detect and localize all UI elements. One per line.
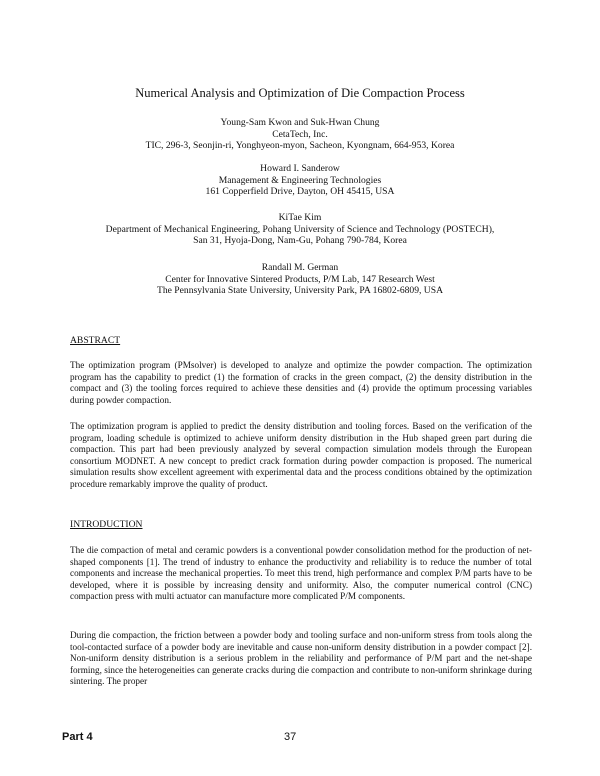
affiliation-line: Center for Innovative Sintered Products, P/M Lab, 147 Research West bbox=[165, 273, 435, 285]
abstract-paragraph-2: The optimization program is applied to predict the density distribution and tooling forces. Based on the verification of the program, loading schedule is optimized to achieve uniform density distribution in the Hub shaped green part during die compaction. This part had been previously analyzed by several compaction simulation models through the European consortium MODNET. A new concept to predict crack formation during powder compaction is proposed. The numerical simulation results show excellent agreement with experimental data and the process conditions obtained by the optimization procedure remarkably improve the quality of product. bbox=[70, 421, 532, 489]
author-group-3 bbox=[0, 212, 600, 247]
author-group-2 bbox=[0, 163, 600, 198]
affiliation-line: TIC, 296-3, Seonjin-ri, Yonghyeon-myon, Sacheon, Kyongnam, 664-953, Korea bbox=[145, 140, 455, 152]
author-names: Young-Sam Kwon and Suk-Hwan Chung bbox=[220, 117, 380, 128]
introduction-paragraph-1: The die compaction of metal and ceramic powders is a conventional powder consolidation method for the production of net-shaped components [1]. The trend of industry to enhance the productivity and reliability is to reduce the number of total components and increase the mechanical properties. To meet this trend, high performance and complex P/M parts have to be developed, where it is possible by increasing density and uniformity. Also, the computer numerical control (CNC) compaction press with multi actuator can manufacture more complicated P/M components. bbox=[70, 545, 532, 602]
introduction-paragraph-2: During die compaction, the friction between a powder body and tooling surface and non-uniform stress from tools along the tool-contacted surface of a powder body are inevitable and cause non-uniform density distribution in a powder compact [2]. Non-uniform density distribution is a serious problem in the reliability and performance of P/M part and the net-shape forming, since the heterogeneities can generate cracks during die compaction and contribute to non-uniform shrinkage during sintering. The proper bbox=[70, 630, 532, 687]
affiliation-line: The Pennsylvania State University, University Park, PA 16802-6809, USA bbox=[156, 285, 444, 297]
affiliation-line: CetaTech, Inc. bbox=[272, 128, 328, 140]
author-names: Howard I. Sanderow bbox=[260, 163, 340, 174]
affiliation-line: Management & Engineering Technologies bbox=[218, 174, 382, 186]
page-number: 37 bbox=[284, 731, 297, 743]
introduction-heading: INTRODUCTION bbox=[70, 519, 143, 530]
author-names: Randall M. German bbox=[261, 262, 339, 273]
affiliation-line: Department of Mechanical Engineering, Pohang University of Science and Technology (POSTECH), bbox=[105, 223, 495, 235]
abstract-paragraph-1: The optimization program (PMsolver) is developed to analyze and optimize the powder compaction. The optimization program has the capability to predict (1) the formation of cracks in the green compact, (2) the density distribution in the compact and (3) the tooling forces required to achieve these densities and (4) provide the optimum processing variables during powder compaction. bbox=[70, 360, 532, 405]
affiliation-line: 161 Copperfield Drive, Dayton, OH 45415, USA bbox=[205, 186, 395, 198]
author-group-4 bbox=[0, 262, 600, 297]
affiliation-line: San 31, Hyoja-Dong, Nam-Gu, Pohang 790-784, Korea bbox=[193, 235, 407, 247]
author-group-1 bbox=[0, 117, 600, 152]
abstract-heading: ABSTRACT bbox=[70, 335, 121, 346]
footer-section-label: Part 4 bbox=[62, 731, 93, 743]
author-names: KiTae Kim bbox=[278, 212, 322, 223]
paper-title: Numerical Analysis and Optimization of Die Compaction Process bbox=[135, 86, 465, 100]
